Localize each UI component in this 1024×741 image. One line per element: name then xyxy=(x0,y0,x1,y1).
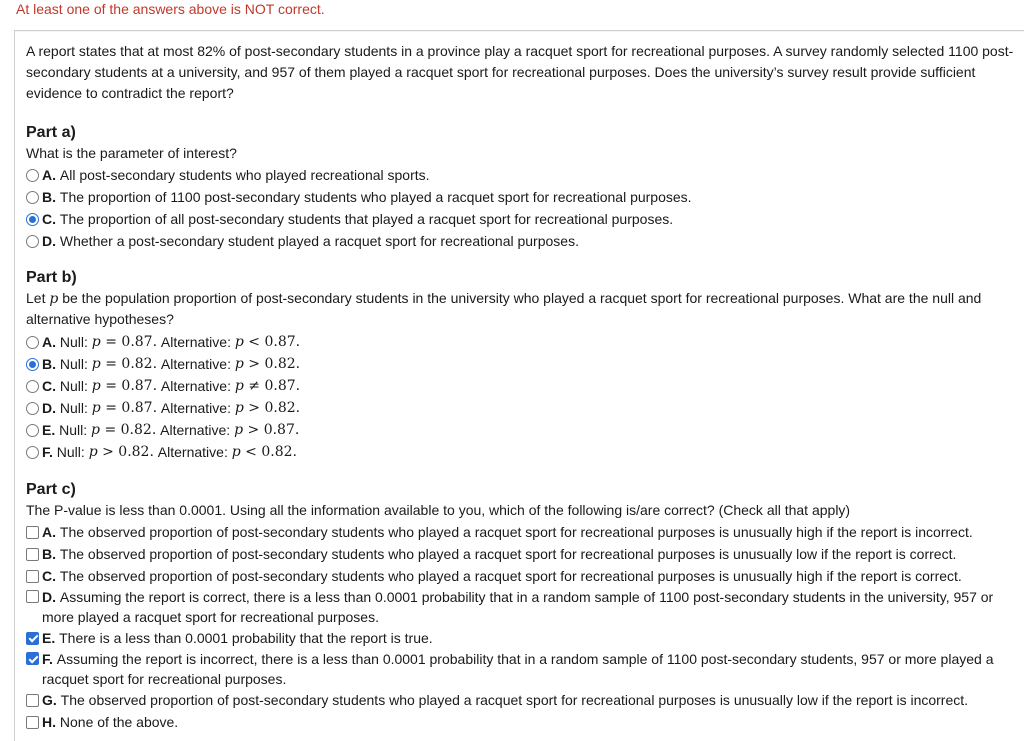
alt-variable: p xyxy=(234,378,244,394)
option-letter: C. xyxy=(42,568,56,584)
alt-variable: p xyxy=(231,444,241,460)
option-letter: D. xyxy=(42,589,56,605)
option-body xyxy=(42,649,1021,689)
null-label: Null: xyxy=(56,400,92,416)
option-text: Whether a post-secondary student played a racquet sport for recreational purposes. xyxy=(56,233,579,249)
alt-relation: > xyxy=(243,400,265,416)
null-value: 0.87. xyxy=(121,400,158,416)
alt-relation: > xyxy=(243,422,264,438)
option-letter: F. xyxy=(42,651,53,667)
null-value: 0.82. xyxy=(118,444,154,460)
radio-button[interactable] xyxy=(26,336,39,349)
part-b-prompt-var: p xyxy=(49,291,59,307)
checkbox[interactable] xyxy=(26,590,39,603)
part-a-option[interactable] xyxy=(26,186,1024,208)
radio-button[interactable] xyxy=(26,424,39,437)
alt-label: Alternative: xyxy=(157,356,235,372)
option-letter: G. xyxy=(42,692,57,708)
part-b-title: Part b) xyxy=(26,269,77,286)
null-relation: = xyxy=(100,356,122,372)
option-text: The observed proportion of post-secondary students who played a racquet sport for recreational purposes is unusually high if the report is incorrect. xyxy=(56,524,973,540)
option-letter: D. xyxy=(42,400,56,416)
part-a-option[interactable] xyxy=(26,230,1024,252)
option-body xyxy=(42,568,962,584)
option-letter: B. xyxy=(42,356,56,372)
checkbox[interactable] xyxy=(26,570,39,583)
option-text: Assuming the report is correct, there is a less than 0.0001 probability that in a random sample of 1100 post-secondary students in the university, 957 or more played a racquet sport for recreational purposes. xyxy=(42,589,994,625)
part-a xyxy=(26,123,1024,252)
null-variable: p xyxy=(91,378,101,394)
alt-relation: < xyxy=(240,444,262,460)
null-value: 0.82. xyxy=(121,356,158,372)
alt-value: 0.87. xyxy=(264,378,301,394)
part-b-option[interactable] xyxy=(26,441,1024,463)
part-b-prompt-lead: Let xyxy=(26,290,46,306)
part-b-prompt xyxy=(26,288,1021,329)
part-c-option[interactable] xyxy=(26,649,1021,689)
checkbox[interactable] xyxy=(26,632,39,645)
part-a-option[interactable] xyxy=(26,164,1024,186)
null-variable: p xyxy=(91,400,101,416)
part-c-option[interactable] xyxy=(26,627,1024,649)
part-a-option[interactable] xyxy=(26,208,1024,230)
option-text: The observed proportion of post-secondary students who played a racquet sport for recreational purposes is unusually low if the report is correct. xyxy=(56,546,957,562)
checkbox[interactable] xyxy=(26,548,39,561)
radio-button[interactable] xyxy=(26,213,39,226)
null-label: Null: xyxy=(56,334,92,350)
alt-value: 0.82. xyxy=(264,400,301,416)
option-text: The proportion of all post-secondary students that played a racquet sport for recreational purposes. xyxy=(56,211,674,227)
option-body xyxy=(42,692,968,708)
part-b-prompt-rest: be the population proportion of post-secondary students in the university who played a racquet sport for recreational purposes. What are the null and alternative hypotheses? xyxy=(26,290,982,327)
part-b-option[interactable] xyxy=(26,375,1024,397)
option-text: There is a less than 0.0001 probability that the report is true. xyxy=(55,630,433,646)
null-variable: p xyxy=(91,356,101,372)
part-b-option[interactable] xyxy=(26,419,1024,441)
alt-value: 0.87. xyxy=(264,334,301,350)
option-letter: E. xyxy=(42,630,56,646)
alt-label: Alternative: xyxy=(157,400,235,416)
part-c-title: Part c) xyxy=(26,481,76,498)
null-variable: p xyxy=(91,334,101,350)
option-text: None of the above. xyxy=(56,714,179,730)
status-message: At least one of the answers above is NOT correct. xyxy=(16,1,325,17)
null-variable: p xyxy=(91,422,100,438)
option-body xyxy=(42,630,433,646)
checkbox[interactable] xyxy=(26,526,39,539)
radio-button[interactable] xyxy=(26,446,39,459)
radio-button[interactable] xyxy=(26,358,39,371)
alt-variable: p xyxy=(234,334,244,350)
part-b xyxy=(26,268,1024,463)
part-b-option[interactable] xyxy=(26,331,1024,353)
option-letter: D. xyxy=(42,233,56,249)
alt-value: 0.82. xyxy=(261,444,297,460)
option-body xyxy=(42,546,956,562)
alt-value: 0.82. xyxy=(264,356,301,372)
part-a-prompt: What is the parameter of interest? xyxy=(26,145,237,161)
option-letter: A. xyxy=(42,524,56,540)
option-letter: B. xyxy=(42,189,56,205)
null-relation: > xyxy=(97,444,119,460)
option-text: All post-secondary students who played recreational sports. xyxy=(56,167,430,183)
null-relation: = xyxy=(100,422,121,438)
option-text: Assuming the report is incorrect, there is a less than 0.0001 probability that in a random sample of 1100 post-secondary students, 957 or more played a racquet sport for recreational purposes. xyxy=(42,651,994,687)
alt-variable: p xyxy=(234,422,244,438)
null-label: Null: xyxy=(52,444,89,460)
alt-label: Alternative: xyxy=(157,334,235,350)
radio-button[interactable] xyxy=(26,191,39,204)
option-body xyxy=(42,714,178,730)
null-label: Null: xyxy=(55,422,92,438)
part-c-option[interactable] xyxy=(26,711,1024,733)
option-body xyxy=(42,524,973,540)
option-letter: C. xyxy=(42,211,56,227)
alt-value: 0.87. xyxy=(263,422,300,438)
radio-button[interactable] xyxy=(26,169,39,182)
question-panel xyxy=(14,30,1024,741)
option-letter: F. xyxy=(42,444,53,460)
alt-relation: ≠ xyxy=(243,378,265,394)
alt-relation: > xyxy=(243,356,265,372)
alt-relation: < xyxy=(243,334,265,350)
option-letter: H. xyxy=(42,714,56,730)
option-text: The observed proportion of post-secondary students who played a racquet sport for recreational purposes is unusually low if the report is incorrect. xyxy=(56,692,969,708)
null-relation: = xyxy=(100,400,122,416)
alt-variable: p xyxy=(234,400,244,416)
null-value: 0.82. xyxy=(120,422,157,438)
part-c-option[interactable] xyxy=(26,521,1024,543)
part-c-option[interactable] xyxy=(26,565,1024,587)
null-value: 0.87. xyxy=(121,334,158,350)
null-label: Null: xyxy=(56,378,92,394)
part-c xyxy=(26,480,1024,733)
part-a-title: Part a) xyxy=(26,124,76,141)
option-text: The observed proportion of post-secondary students who played a racquet sport for recreational purposes is unusually high if the report is correct. xyxy=(56,568,962,584)
option-body xyxy=(42,587,1021,627)
question-stem: A report states that at most 82% of post-secondary students in a province play a racquet sport for recreational purposes. A survey randomly selected 1100 post-secondary students at a university, and 957 of them played a racquet sport for recreational purposes. Does the university’s survey result provide sufficient evidence to contradict the report? xyxy=(26,43,1014,101)
null-variable: p xyxy=(88,444,98,460)
part-c-option[interactable] xyxy=(26,689,1024,711)
null-label: Null: xyxy=(56,356,92,372)
radio-button[interactable] xyxy=(26,402,39,415)
option-letter: A. xyxy=(42,334,56,350)
checkbox[interactable] xyxy=(26,694,39,707)
checkbox[interactable] xyxy=(26,716,39,729)
alt-label: Alternative: xyxy=(153,444,232,460)
option-letter: A. xyxy=(42,167,56,183)
null-relation: = xyxy=(100,378,122,394)
option-letter: E. xyxy=(42,422,56,438)
checkbox[interactable] xyxy=(26,652,39,665)
part-b-option[interactable] xyxy=(26,353,1024,375)
option-text: The proportion of 1100 post-secondary students who played a racquet sport for recreational purposes. xyxy=(56,189,692,205)
option-letter: C. xyxy=(42,378,56,394)
radio-button[interactable] xyxy=(26,380,39,393)
part-b-option[interactable] xyxy=(26,397,1024,419)
part-c-option[interactable] xyxy=(26,543,1024,565)
radio-button[interactable] xyxy=(26,235,39,248)
null-relation: = xyxy=(100,334,122,350)
alt-label: Alternative: xyxy=(156,422,235,438)
part-c-prompt: The P-value is less than 0.0001. Using all the information available to you, which of the following is/are correct? (Check all that apply) xyxy=(26,502,851,518)
alt-label: Alternative: xyxy=(157,378,235,394)
option-letter: B. xyxy=(42,546,56,562)
alt-variable: p xyxy=(234,356,244,372)
null-value: 0.87. xyxy=(121,378,158,394)
part-c-option[interactable] xyxy=(26,587,1021,627)
